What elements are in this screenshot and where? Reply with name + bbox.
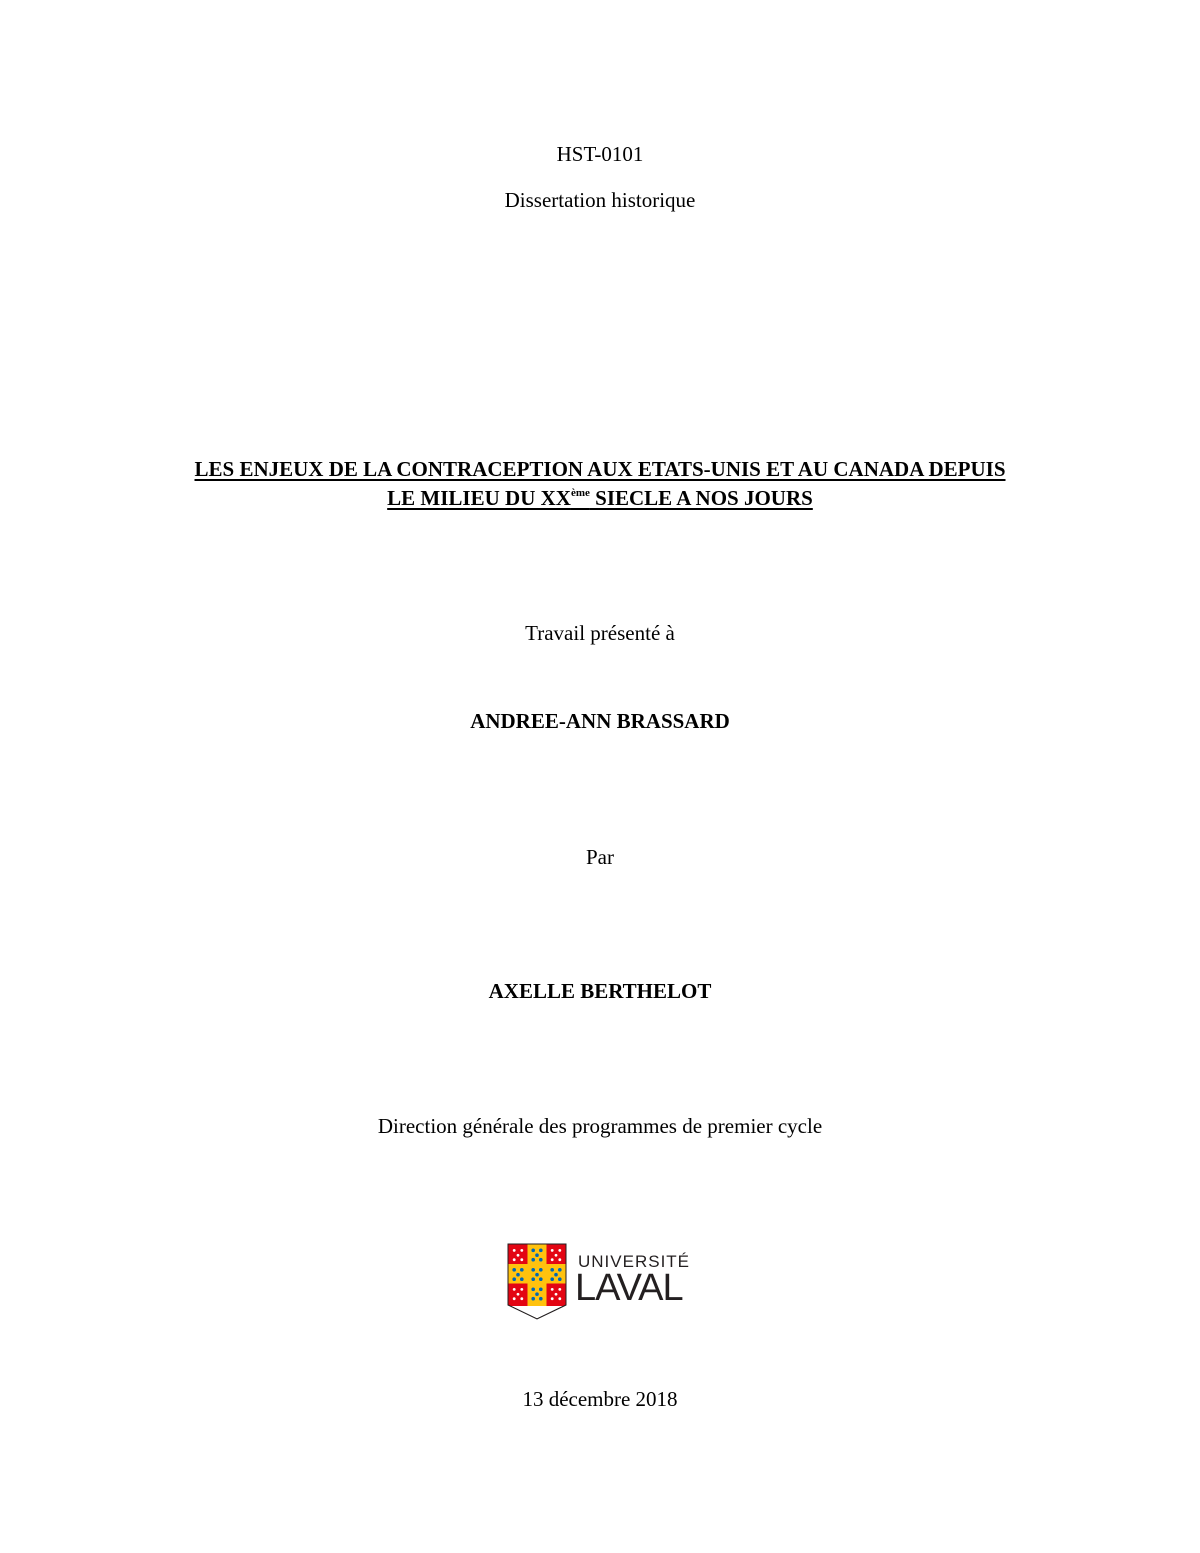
crest-white-motif: [513, 1258, 516, 1261]
crest-white-motif: [520, 1297, 523, 1300]
crest-blue-motif: [539, 1258, 543, 1262]
crest-blue-motif: [554, 1273, 558, 1277]
crest-white-motif: [513, 1288, 516, 1291]
crest-white-motif: [513, 1249, 516, 1252]
crest-blue-motif: [520, 1268, 524, 1272]
crest-white-motif: [558, 1297, 561, 1300]
crest-blue-motif: [512, 1277, 516, 1281]
crest-white-motif: [517, 1293, 520, 1296]
crest-white-motif: [555, 1293, 558, 1296]
course-code: HST-0101: [556, 142, 644, 166]
crest-blue-motif: [539, 1268, 543, 1272]
document-title-line-2: [0, 485, 1200, 511]
crest-blue-motif: [539, 1277, 543, 1281]
crest-white-motif: [513, 1297, 516, 1300]
logo-text-universite: UNIVERSITÉ: [578, 1252, 691, 1271]
crest-blue-motif: [531, 1258, 535, 1262]
crest-blue-motif: [539, 1297, 543, 1301]
crest-white-motif: [520, 1258, 523, 1261]
crest-blue-motif: [531, 1268, 535, 1272]
crest-white-motif: [551, 1258, 554, 1261]
title-superscript: ème: [570, 487, 590, 499]
presented-to-label: Travail présenté à: [525, 621, 675, 645]
crest-blue-motif: [531, 1249, 535, 1253]
author-name: AXELLE BERTHELOT: [488, 979, 712, 1003]
crest-white-motif: [520, 1249, 523, 1252]
crest-white-motif: [558, 1258, 561, 1261]
logo-text-laval: LAVAL: [575, 1267, 683, 1309]
crest-blue-motif: [531, 1297, 535, 1301]
crest-blue-motif: [550, 1268, 554, 1272]
crest-white-motif: [555, 1254, 558, 1257]
crest-blue-motif: [558, 1268, 562, 1272]
crest-blue-motif: [516, 1273, 520, 1277]
crest-blue-motif: [535, 1292, 539, 1296]
crest-white-motif: [517, 1254, 520, 1257]
university-logo: [507, 1243, 697, 1323]
crest-blue-motif: [550, 1277, 554, 1281]
presented-to-name: ANDREE-ANN BRASSARD: [470, 709, 730, 733]
shield-icon: [507, 1243, 567, 1323]
crest-white-motif: [520, 1288, 523, 1291]
crest-blue-motif: [520, 1277, 524, 1281]
crest-blue-motif: [539, 1249, 543, 1253]
document-title-line-1: LES ENJEUX DE LA CONTRACEPTION AUX ETATS-UNIS ET AU CANADA DEPUIS: [194, 457, 1006, 481]
date: 13 décembre 2018: [522, 1387, 678, 1411]
crest-blue-motif: [539, 1288, 543, 1292]
crest-white-motif: [551, 1288, 554, 1291]
crest-white-motif: [558, 1288, 561, 1291]
course-subtitle: Dissertation historique: [504, 188, 696, 212]
crest-white-motif: [558, 1249, 561, 1252]
crest-blue-motif: [558, 1277, 562, 1281]
crest-blue-motif: [535, 1273, 539, 1277]
crest-blue-motif: [535, 1253, 539, 1257]
title-text-part: LE MILIEU DU XX: [387, 486, 571, 510]
crest-blue-motif: [512, 1268, 516, 1272]
crest-blue-motif: [531, 1277, 535, 1281]
title-text-part: SIECLE A NOS JOURS: [589, 486, 813, 510]
crest-white-motif: [551, 1297, 554, 1300]
crest-white-motif: [551, 1249, 554, 1252]
crest-blue-motif: [531, 1288, 535, 1292]
department: Direction générale des programmes de premier cycle: [377, 1114, 823, 1138]
by-label: Par: [586, 845, 614, 869]
